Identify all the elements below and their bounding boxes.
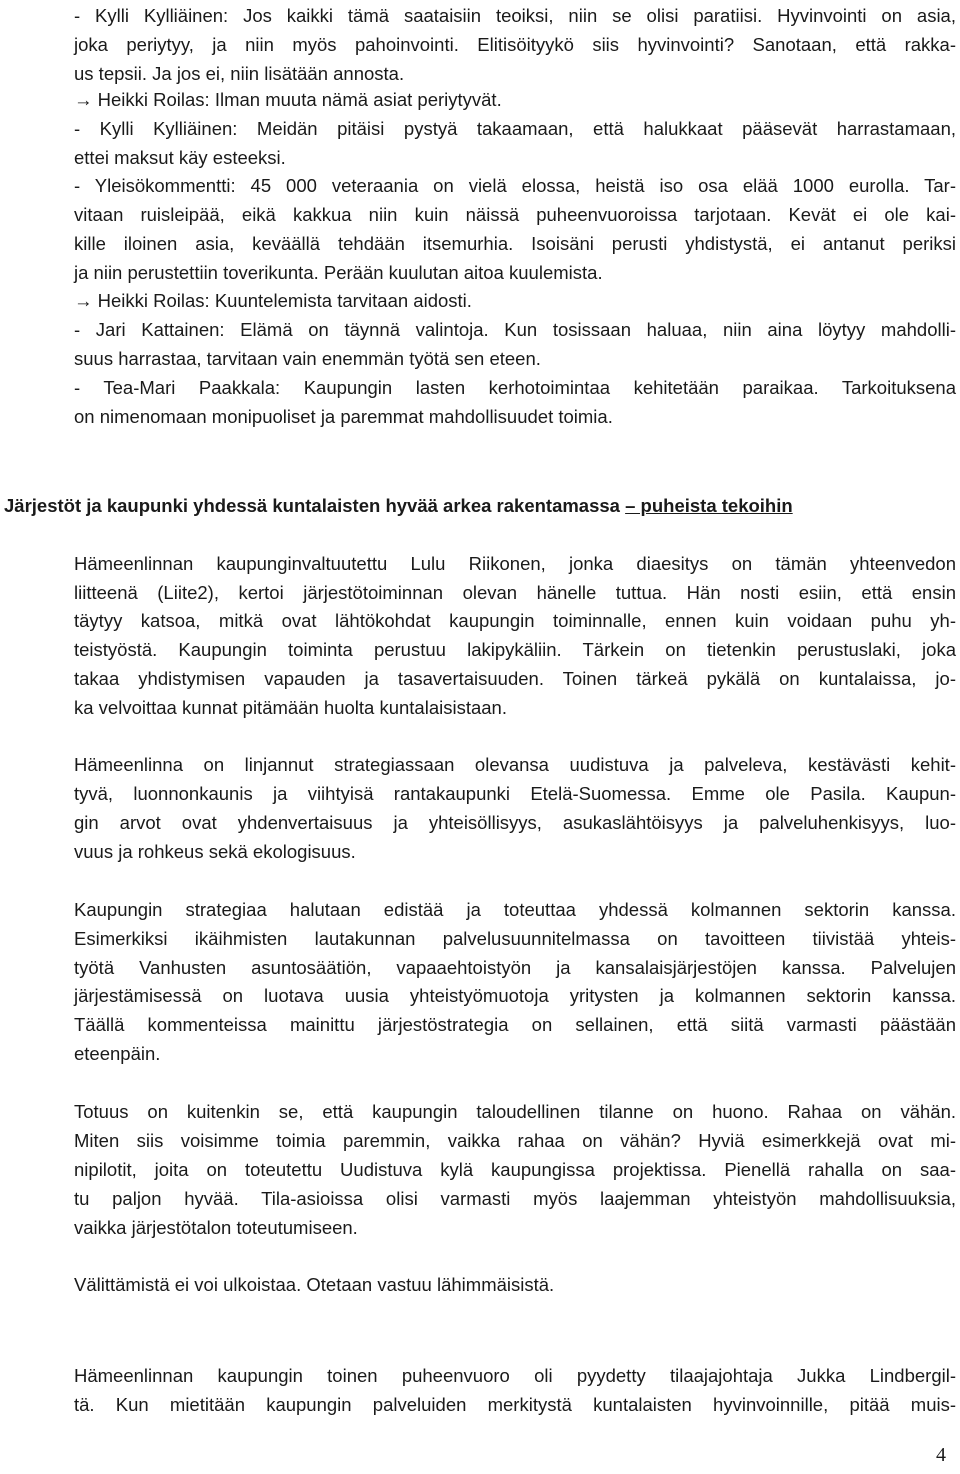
text-line: Hämeenlinnan kaupunginvaltuutettu Lulu Riikonen, jonka diaesitys on tämän yhteenvedon [74,553,956,574]
text-line: Totuus on kuitenkin se, että kaupungin taloudellinen tilanne on huono. Rahaa on vähän. [74,1101,956,1122]
text-line: - Yleisökommentti: 45 000 veteraania on vielä elossa, heistä iso osa elää 1000 eurolla. Tar- [74,175,956,196]
text-line: työtä Vanhusten asuntosäätiön, vapaaehtoistyön ja kansalaisjärjestöjen kanssa. Palvelujen [74,957,956,978]
text-line: ettei maksut käy esteeksi. [74,147,286,168]
text-line: tu paljon hyvää. Tila-asioissa olisi varmasti myös laajemman yhteistyön mahdollisuuksia, [74,1188,956,1209]
text-line: Miten siis voisimme toimia paremmin, vaikka rahaa on vähän? Hyviä esimerkkejä ovat mi- [74,1130,956,1151]
text-line: Välittämistä ei voi ulkoistaa. Otetaan vastuu lähimmäisistä. [74,1274,555,1295]
text-line: vuus ja rohkeus sekä ekologisuus. [74,841,356,862]
text-line: us tepsii. Ja jos ei, niin lisätään annosta. [74,63,405,84]
text-line: → Heikki Roilas: Kuuntelemista tarvitaan aidosti. [74,290,472,311]
text-line: → Heikki Roilas: Ilman muuta nämä asiat periytyvät. [74,89,502,110]
text-line: teistyöstä. Kaupungin toiminta perustuu lakipykäliin. Tärkein on tietenkin perustuslaki, joka [74,639,956,660]
text-line: suus harrastaa, tarvitaan vain enemmän työtä sen eteen. [74,348,541,369]
section-heading-sub: – puheista tekoihin [625,495,793,516]
text-line: kille iloinen asia, keväällä tehdään itsemurhia. Isoisäni perusti yhdistystä, ei antanut periksi [74,233,956,254]
text-line: ka velvoittaa kunnat pitämään huolta kuntalaisistaan. [74,697,507,718]
text-line: vaikka järjestötalon toteutumiseen. [74,1217,358,1238]
text-line: nipilotit, joita on toteutettu Uudistuva kylä kaupungissa projektissa. Pienellä rahalla on saa- [74,1159,956,1180]
text-line: eteenpäin. [74,1043,161,1064]
section-heading [4,493,793,519]
text-line: tä. Kun mietitään kaupungin palveluiden merkitystä kuntalaisten hyvinvoinnille, pitää muis- [74,1394,956,1415]
text-line: Hämeenlinnan kaupungin toinen puheenvuoro oli pyydetty tilaajajohtaja Jukka Lindbergil- [74,1365,956,1386]
text-line: vitaan ruisleipää, eikä kakkua niin kuin näissä puheenvuoroissa tarjotaan. Kevät ei ole kai- [74,204,956,225]
text-line: takaa yhdistymisen vapauden ja tasavertaisuuden. Toinen tärkeä pykälä on kuntalaissa, jo- [74,668,956,689]
text-line: joka periytyy, ja niin myös pahoinvointi. Elitisöityykö siis hyvinvointi? Sanotaan, että rakka- [74,34,956,55]
page-number: 4 [936,1444,946,1466]
text-line: - Kylli Kylliäinen: Jos kaikki tämä saataisiin teoiksi, niin se olisi paratiisi. Hyvinvointi on asia, [74,5,956,26]
text-line: Täällä kommenteissa mainittu järjestöstrategia on sellainen, että siitä varmasti päästään [74,1014,956,1035]
section-heading-main: Järjestöt ja kaupunki yhdessä kuntalaisten hyvää arkea rakentamassa [4,495,620,516]
text-line: järjestämisessä on luotava uusia yhteistyömuotoja yritysten ja kolmannen sektorin kanssa. [74,985,956,1006]
text-line: Esimerkiksi ikäihmisten lautakunnan palvelusuunnitelmassa on tavoitteen tiivistää yhteis- [74,928,956,949]
text-line: liitteenä (Liite2), kertoi järjestötoiminnan olevan hänelle tuttua. Hän nosti esiin, että ensin [74,582,956,603]
text-line: - Tea-Mari Paakkala: Kaupungin lasten kerhotoimintaa kehitetään paraikaa. Tarkoituksena [74,377,956,398]
text-line: ja niin perustettiin toverikunta. Perään kuulutan aitoa kuulemista. [74,262,603,283]
text-line: Kaupungin strategiaa halutaan edistää ja toteuttaa yhdessä kolmannen sektorin kanssa. [74,899,956,920]
text-line: - Kylli Kylliäinen: Meidän pitäisi pystyä takaamaan, että halukkaat pääsevät harrastamaan, [74,118,956,139]
text-line: gin arvot ovat yhdenvertaisuus ja yhteisöllisyys, asukaslähtöisyys ja palveluhenkisyys, luo- [74,812,956,833]
text-line: tyvä, luonnonkaunis ja viihtyisä rantakaupunki Etelä-Suomessa. Emme ole Pasila. Kaupun- [74,783,956,804]
text-line: - Jari Kattainen: Elämä on täynnä valintoja. Kun tosissaan haluaa, niin aina löytyy mahdolli- [74,319,956,340]
text-line: Hämeenlinna on linjannut strategiassaan olevansa uudistuva ja palveleva, kestävästi kehit- [74,754,956,775]
text-line: täytyy katsoa, mitkä ovat lähtökohdat kaupungin toiminnalle, ennen kuin voidaan puhu yh- [74,610,956,631]
text-line: on nimenomaan monipuoliset ja paremmat mahdollisuudet toimia. [74,406,613,427]
